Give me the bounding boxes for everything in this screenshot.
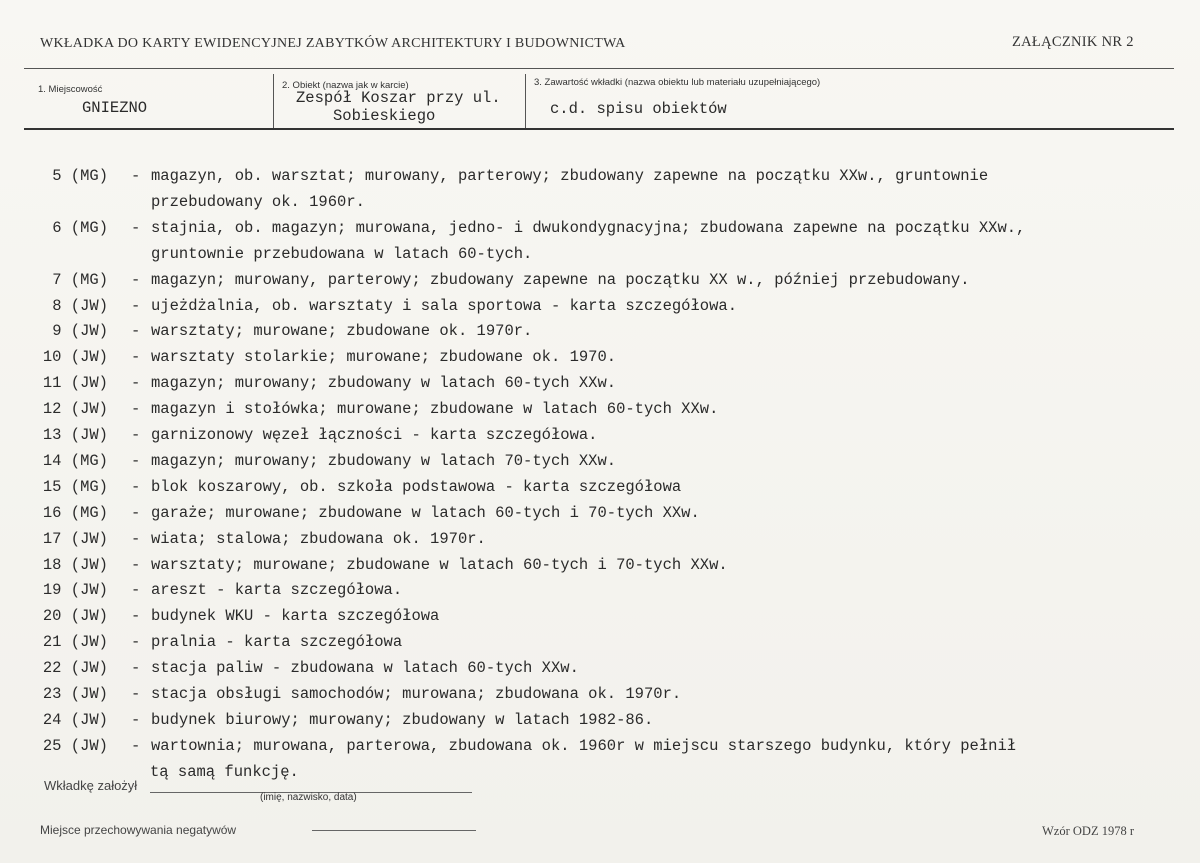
field-label-locality: 1. Miejscowość bbox=[38, 84, 103, 95]
entry-dash: - bbox=[131, 218, 141, 237]
field-label-content: 3. Zawartość wkładki (nazwa obiektu lub materiału uzupełniającego) bbox=[534, 77, 821, 88]
entry-number: 7 (MG) bbox=[52, 270, 108, 289]
entry-text-line: stajnia, ob. magazyn; murowana, jedno- i dwukondygnacyjna; zbudowana zapewne na początku XXw., bbox=[151, 218, 1026, 237]
card-title: WKŁADKA DO KARTY EWIDENCYJNEJ ZABYTKÓW ARCHITEKTURY I BUDOWNICTWA bbox=[40, 36, 626, 51]
form-model: Wzór ODZ 1978 r bbox=[1042, 824, 1134, 838]
entry-text-line: wartownia; murowana, parterowa, zbudowana ok. 1960r w miejscu starszego budynku, który pełnił bbox=[151, 736, 1017, 755]
entry-dash: - bbox=[131, 581, 141, 600]
entry-text-line: magazyn; murowany; zbudowany w latach 60-tych XXw. bbox=[151, 374, 617, 393]
entry-number: 8 (JW) bbox=[52, 296, 108, 315]
header-bottom-rule bbox=[24, 128, 1174, 130]
entry-number: 9 (JW) bbox=[52, 322, 108, 341]
entry-text-line: magazyn, ob. warsztat; murowany, parterowy; zbudowany zapewne na początku XXw., gruntownie bbox=[151, 167, 989, 185]
entry-dash: - bbox=[131, 348, 141, 367]
entry-text-line: warsztaty stolarkie; murowane; zbudowane ok. 1970. bbox=[151, 348, 617, 367]
entry-number: 20 (JW) bbox=[42, 607, 108, 626]
entry-dash: - bbox=[131, 607, 141, 626]
signature-hint: (imię, nazwisko, data) bbox=[260, 792, 357, 803]
entry-text-line: gruntownie przebudowana w latach 60-tych. bbox=[151, 244, 533, 263]
entry-dash: - bbox=[131, 710, 141, 729]
entry-dash: - bbox=[131, 529, 141, 548]
entry-dash: - bbox=[131, 426, 141, 444]
entry-number: 13 (JW) bbox=[42, 426, 108, 444]
entry-number: 17 (JW) bbox=[42, 529, 108, 548]
entry-number: 15 (MG) bbox=[42, 477, 108, 496]
entry-number: 12 (JW) bbox=[42, 400, 108, 419]
entry-number: 5 (MG) bbox=[52, 167, 108, 185]
entry-number: 10 (JW) bbox=[42, 348, 108, 367]
inserted-by-label: Wkładkę założył bbox=[44, 778, 138, 793]
entry-dash: - bbox=[131, 555, 141, 574]
entry-dash: - bbox=[131, 503, 141, 522]
field-value-object-line1: Zespół Koszar przy ul. bbox=[296, 89, 501, 107]
entry-text-line: wiata; stalowa; zbudowana ok. 1970r. bbox=[151, 529, 486, 548]
entry-number: 25 (JW) bbox=[42, 736, 108, 755]
entry-text-line: garnizonowy węzeł łączności - karta szczegółowa. bbox=[151, 426, 598, 444]
entry-dash: - bbox=[131, 685, 141, 703]
field-value-object-line2: Sobieskiego bbox=[333, 107, 436, 125]
entry-dash: - bbox=[131, 477, 141, 496]
entry-text-line: blok koszarowy, ob. szkoła podstawowa - karta szczegółowa bbox=[151, 477, 682, 496]
negatives-location-label: Miejsce przechowywania negatywów bbox=[40, 823, 237, 837]
field-value-locality: GNIEZNO bbox=[82, 99, 148, 117]
entry-text-line: stacja obsługi samochodów; murowana; zbudowana ok. 1970r. bbox=[151, 685, 682, 703]
entry-text-line: budynek biurowy; murowany; zbudowany w latach 1982-86. bbox=[151, 710, 654, 729]
entry-text-line: magazyn; murowany; zbudowany w latach 70-tych XXw. bbox=[151, 451, 617, 470]
entry-text-line: garaże; murowane; zbudowane w latach 60-tych i 70-tych XXw. bbox=[151, 503, 700, 522]
field-label-object: 2. Obiekt (nazwa jak w karcie) bbox=[282, 80, 409, 91]
entry-text-line: stacja paliw - zbudowana w latach 60-tych XXw. bbox=[151, 659, 579, 678]
header-top-rule bbox=[24, 68, 1174, 69]
entry-dash: - bbox=[131, 322, 141, 341]
entry-number: 14 (MG) bbox=[42, 451, 108, 470]
entry-text-line: warsztaty; murowane; zbudowane w latach 60-tych i 70-tych XXw. bbox=[151, 555, 728, 574]
entry-dash: - bbox=[131, 167, 141, 185]
entry-dash: - bbox=[131, 296, 141, 315]
entry-text-line: areszt - karta szczegółowa. bbox=[151, 581, 403, 600]
entry-number: 6 (MG) bbox=[52, 218, 108, 237]
attachment-number: ZAŁĄCZNIK NR 2 bbox=[1012, 34, 1134, 50]
entry-dash: - bbox=[131, 633, 141, 652]
entry-dash: - bbox=[131, 374, 141, 393]
entry-number: 21 (JW) bbox=[42, 633, 108, 652]
entry-text-line: przebudowany ok. 1960r. bbox=[151, 192, 365, 211]
entry-dash: - bbox=[131, 659, 141, 678]
entry-text-line: ujeżdżalnia, ob. warsztaty i sala sportowa - karta szczegółowa. bbox=[151, 296, 737, 315]
entry-number: 23 (JW) bbox=[42, 685, 108, 703]
entry-text-line: pralnia - karta szczegółowa bbox=[151, 633, 403, 652]
entry-number: 16 (MG) bbox=[42, 503, 108, 522]
entry-text-line: magazyn i stołówka; murowane; zbudowane w latach 60-tych XXw. bbox=[151, 400, 719, 419]
entry-dash: - bbox=[131, 451, 141, 470]
entry-number: 11 (JW) bbox=[42, 374, 108, 393]
entry-number: 24 (JW) bbox=[42, 710, 108, 729]
negatives-line bbox=[312, 830, 476, 831]
entry-number: 22 (JW) bbox=[42, 659, 108, 678]
entry-text-line: warsztaty; murowane; zbudowane ok. 1970r. bbox=[151, 322, 533, 341]
entry-dash: - bbox=[131, 736, 141, 755]
field-divider-2 bbox=[525, 74, 526, 128]
entry-text-line: budynek WKU - karta szczegółowa bbox=[151, 607, 440, 626]
field-divider-1 bbox=[273, 74, 274, 128]
entry-text-line: magazyn; murowany, parterowy; zbudowany zapewne na początku XX w., później przebudowany. bbox=[151, 270, 970, 289]
entry-dash: - bbox=[131, 270, 141, 289]
field-value-content: c.d. spisu obiektów bbox=[550, 100, 727, 118]
entry-number: 19 (JW) bbox=[42, 581, 108, 600]
entry-text-line: tą samą funkcję. bbox=[150, 762, 299, 781]
entry-dash: - bbox=[131, 400, 141, 419]
entry-number: 18 (JW) bbox=[42, 555, 108, 574]
